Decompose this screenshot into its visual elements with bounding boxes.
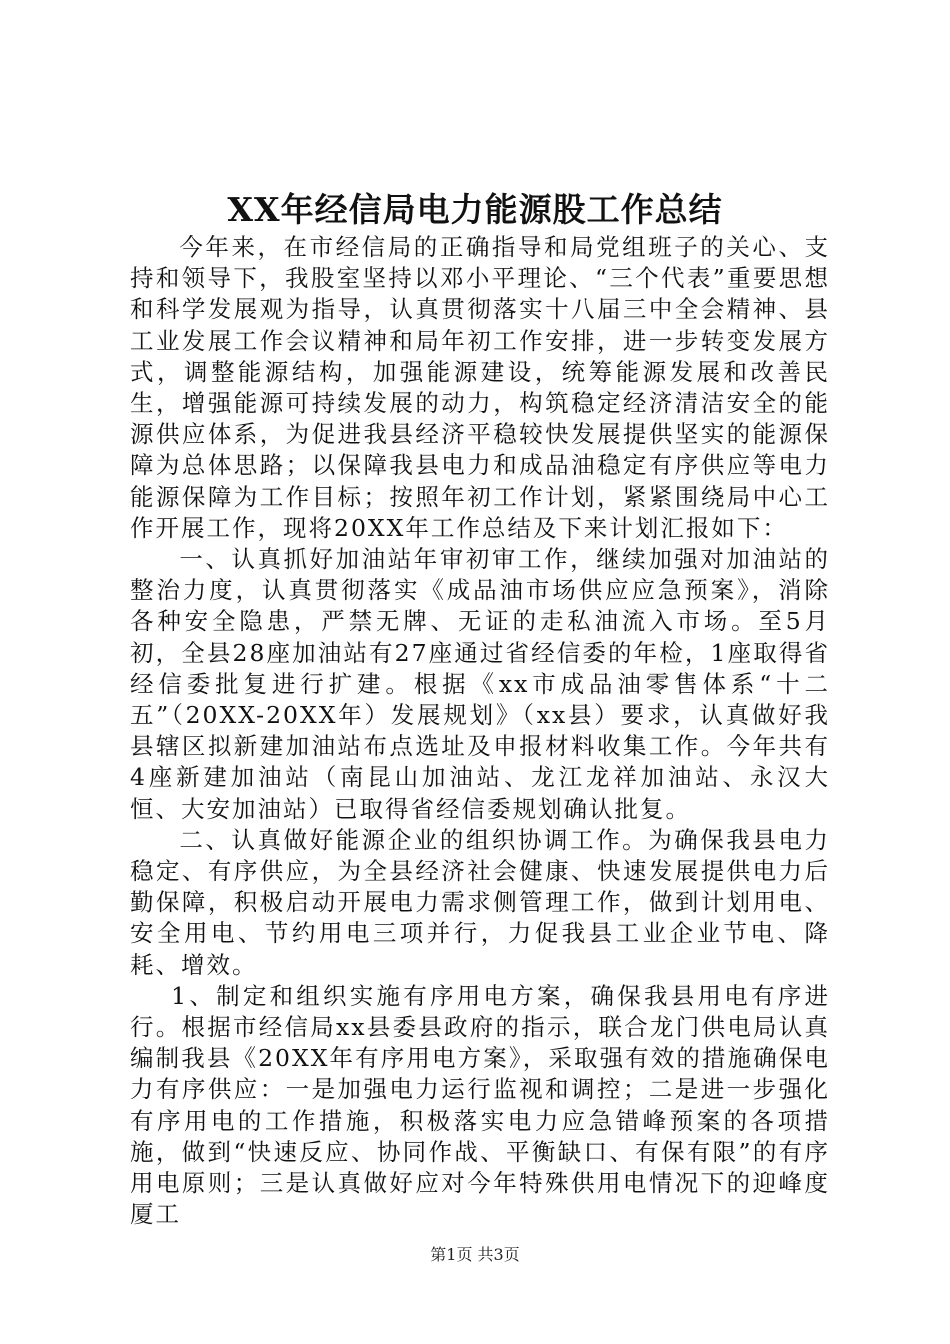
document-body: [130, 232, 830, 1231]
paragraph-intro: 今年来，在市经信局的正确指导和局党组班子的关心、支持和领导下，我股室坚持以邓小平理论、“三个代表”重要思想和科学发展观为指导，认真贯彻落实十八届三中全会精神、县工业发展工作会议精神和局年初工作安排，进一步转变发展方式，调整能源结构，加强能源建设，统筹能源发展和改善民生，增强能源可持续发展的动力，构筑稳定经济清洁安全的能源供应体系，为促进我县经济平稳较快发展提供坚实的能源保障为总体思路；以保障我县电力和成品油稳定有序供应等电力能源保障为工作目标；按照年初工作计划，紧紧围绕局中心工作开展工作，现将20XX年工作总结及下来计划汇报如下：: [130, 233, 830, 542]
document-title: XX年经信局电力能源股工作总结: [227, 190, 723, 229]
paragraph-item-1: 1、制定和组织实施有序用电方案，确保我县用电有序进行。根据市经信局xx县委县政府的指示，联合龙门供电局认真编制我县《20XX年有序用电方案》，采取强有效的措施确保电力有序供应：一是加强电力运行监视和调控；二是进一步强化有序用电的工作措施，积极落实电力应急错峰预案的各项措施，做到“快速反应、协同作战、平衡缺口、有保有限”的有序用电原则；三是认真做好应对今年特殊供用电情况下的迎峰度厦工: [130, 981, 830, 1229]
page-number: 第1页 共3页: [430, 1245, 520, 1264]
paragraph-section-2: 二、认真做好能源企业的组织协调工作。为确保我县电力稳定、有序供应，为全县经济社会健康、快速发展提供电力后勤保障，积极启动开展电力需求侧管理工作，做到计划用电、安全用电、节约用电三项并行，力促我县工业企业节电、降耗、增效。: [130, 825, 830, 979]
paragraph-section-1: 一、认真抓好加油站年审初审工作，继续加强对加油站的整治力度，认真贯彻落实《成品油市场供应应急预案》，消除各种安全隐患，严禁无牌、无证的走私油流入市场。至5月初，全县28座加油站有27座通过省经信委的年检，1座取得省经信委批复进行扩建。根据《xx市成品油零售体系“十二五”（20XX-20XX年）发展规划》（xx县）要求，认真做好我县辖区拟新建加油站布点选址及申报材料收集工作。今年共有4座新建加油站（南昆山加油站、龙江龙祥加油站、永汉大恒、大安加油站）已取得省经信委规划确认批复。: [130, 545, 830, 823]
